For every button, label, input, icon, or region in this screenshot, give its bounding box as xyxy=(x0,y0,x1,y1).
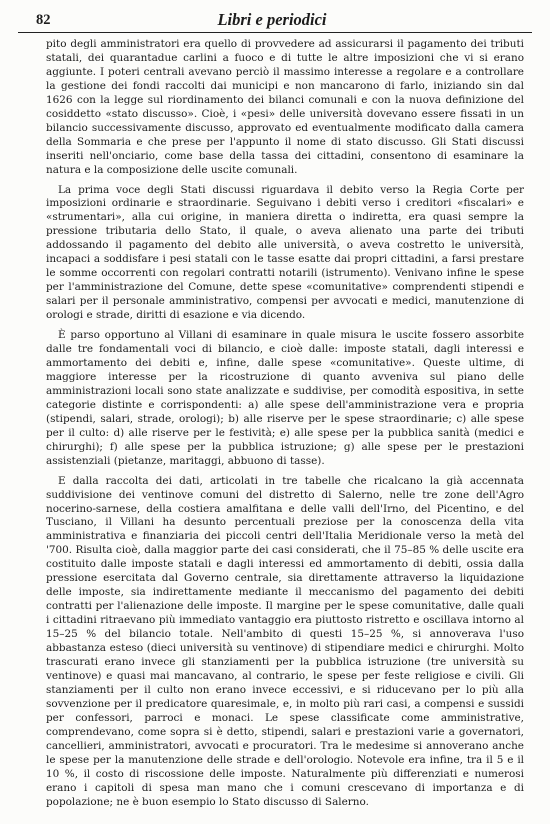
paragraph-2: La prima voce degli Stati discussi riguardava il debito verso la Regia Corte per imposizioni ordinarie e straordinarie. Seguivano i debiti verso i creditori «fiscalari» e «strumentari», alla cui origine, in maniera diretta o indiretta, era quasi sempre la pressione tributaria dello Stato, il quale, o aveva alienato una parte dei tributi addossando il pagamento del debito alle università, o aveva costretto le università, incapaci a soddisfare i pesi statali con le tasse esatte dai propri cittadini, a farsi prestare le somme occorrenti con regolari contratti notarili (istrumento). Venivano infine le spese per l'amministrazione del Comune, dette spese «comunitative» comprendenti stipendi e salari per il personale amministrativo, compensi per avvocati e medici, manutenzione di orologi e strade, diritti di esazione e via dicendo. xyxy=(46,183,524,322)
paragraph-1: pito degli amministratori era quello di provvedere ad assicurarsi il pagamento dei tributi statali, dei quarantadue carlini a fuoco e di tutte le altre imposizioni che vi si erano aggiunte. I poteri centrali avevano perciò il massimo interesse a regolare e a controllare la gestione dei fondi raccolti dai municipi e non mancarono di farlo, iniziando sin dal 1626 con la legge sul riordinamento dei bilanci comunali e con la nuova definizione del cosiddetto «stato discusso». Cioè, i «pesi» delle università dovevano essere fissati in un bilancio successivamente discusso, approvato ed eventualmente modificato dalla camera della Sommaria e che prese per l'appunto il nome di stato discusso. Gli Stati discussi inseriti nell'onciario, come base della tassa dei cittadini, consentono di esaminare la natura e la composizione delle uscite comunali. xyxy=(46,38,524,176)
header-rule xyxy=(18,32,532,33)
paragraph-4: E dalla raccolta dei dati, articolati in tre tabelle che ricalcano la già accennata suddivisione dei ventinove comuni del distretto di Salerno, nelle tre zone dell'Agro nocerino-sarnese, della costiera amalfitana e delle valli dell'Irno, del Picentino, e del Tusciano, il Villani ha desunto percentuali preziose per la conoscenza della vita amministrativa e finanziaria dei piccoli centri dell'Italia Meridionale verso la metà del '700. Risulta cioè, dalla maggior parte dei casi considerati, che il 75–85 % delle uscite era costituito dalle imposte statali e dagli interessi ed ammortamento di debiti, ossia dalla pressione esercitata dal Governo centrale, sia direttamente attraverso la liquidazione delle imposte, sia indirettamente mediante il meccanismo del pagamento dei debiti contratti per l'alienazione delle imposte. Il margine per le spese comunitative, dalle quali i cittadini ritraevano più immediato vantaggio era piuttosto ristretto e oscillava intorno al 15–25 % del bilancio totale. Nell'ambito di questi 15–25 %, si annoverava l'uso abbastanza esteso (dieci università su ventinove) di stipendiare medici e chirurghi. Molto trascurati erano invece gli stanziamenti per la pubblica istruzione (tre università su ventinove) e quasi mai mancavano, al contrario, le spese per feste religiose e civili. Gli stanziamenti per il culto non erano invece eccessivi, e si riducevano per lo più alla sovvenzione per il predicatore quaresimale, e, in molto più rari casi, a compensi e sussidi per confessori, parroci e monaci. Le spese classificate come amministrative, comprendevano, come sopra si è detto, stipendi, salari e prestazioni varie a governatori, cancellieri, amministratori, avvocati e procuratori. Tra le medesime si annoverano anche le spese per la manutenzione delle strade e dell'orologio. Notevole era infine, tra il 5 e il 10 %, il costo di riscossione delle imposte. Naturalmente più differenziati e numerosi erano i capitoli di spesa man mano che i comuni crescevano di importanza e di popolazione; ne è buon esempio lo Stato discusso di Salerno. xyxy=(46,474,524,808)
paragraph-3: È parso opportuno al Villani di esaminare in quale misura le uscite fossero assorbite dalle tre fondamentali voci di bilancio, e cioè dalle: imposte statali, dagli interessi e ammortamento dei debiti e, infine, dalle spese «comunitative». Queste ultime, di maggiore interesse per la ricostruzione di quanto avveniva sul piano delle amministrazioni locali sono state analizzate e suddivise, per comodità espositiva, in sette categorie distinte e corrispondenti: a) alle spese dell'amministrazione vera e propria (stipendi, salari, strade, orologi); b) alle riserve per le spese straordinarie; c) alle spese per il culto: d) alle riserve per le festività; e) alle spese per la pubblica sanità (medici e chirurghi); f) alle spese per la pubblica istruzione; g) alle spese per le prestazioni assistenziali (pietanze, maritaggi, abbuono di tasse). xyxy=(46,329,524,467)
running-title: Libri e periodici xyxy=(217,10,327,29)
article-body xyxy=(46,38,524,809)
page-number: 82 xyxy=(36,12,51,28)
page-header xyxy=(18,8,526,30)
